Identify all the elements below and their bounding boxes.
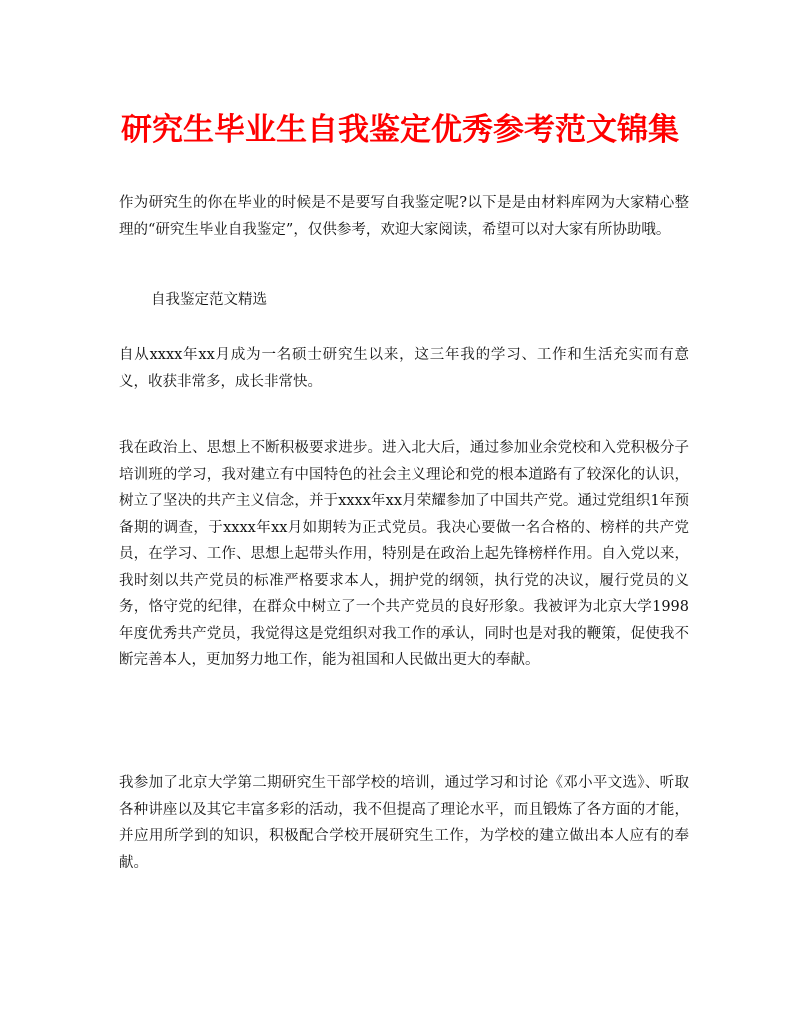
document-title: 研究生毕业生自我鉴定优秀参考范文锦集 [121,112,679,148]
intro-paragraph: 作为研究生的你在毕业的时候是不是要写自我鉴定呢?以下是是由材料库网为大家精心整理的“研究生毕业自我鉴定”，仅供参考，欢迎大家阅读，希望可以对大家有所协助哦。 [119,195,689,238]
section-subheading: 自我鉴定范文精选 [151,292,267,308]
body-paragraph-1: 自从xxxx年xx月成为一名硕士研究生以来，这三年我的学习、工作和生活充实而有意义，收获非常多，成长非常快。 [119,347,689,390]
body-paragraph-3: 我参加了北京大学第二期研究生干部学校的培训，通过学习和讨论《邓小平文选》、听取各种讲座以及其它丰富多彩的活动，我不但提高了理论水平，而且锻炼了各方面的才能，并应用所学到的知识，积极配合学校开展研究生工作，为学校的建立做出本人应有的奉献。 [119,775,689,871]
body-paragraph-2: 我在政治上、思想上不断积极要求进步。进入北大后，通过参加业余党校和入党积极分子培训班的学习，我对建立有中国特色的社会主义理论和党的根本道路有了较深化的认识，树立了坚决的共产主义信念，并于xxxx年xx月荣耀参加了中国共产党。通过党组织1年预备期的调查，于xxxx年xx月如期转为正式党员。我决心要做一名合格的、榜样的共产党员，在学习、工作、思想上起带头作用，特别是在政治上起先锋榜样作用。自入党以来，我时刻以共产党员的标准严格要求本人，拥护党的纲领，执行党的决议，履行党员的义务，恪守党的纪律，在群众中树立了一个共产党员的良好形象。我被评为北京大学1998年度优秀共产党员，我觉得这是党组织对我工作的承认，同时也是对我的鞭策，促使我不断完善本人，更加努力地工作，能为祖国和人民做出更大的奉献。 [119,440,689,668]
